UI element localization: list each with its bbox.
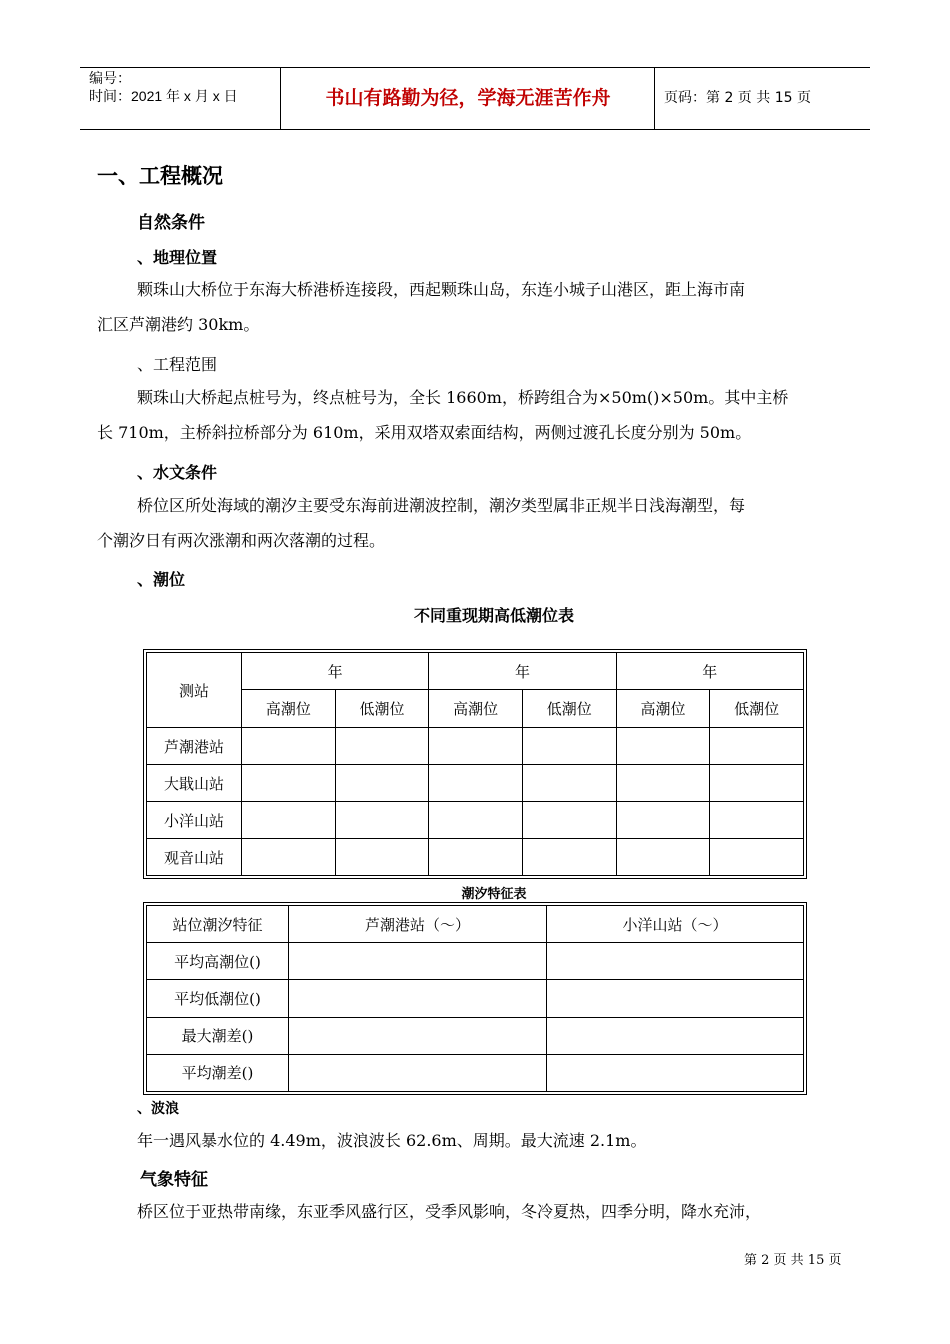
cell — [616, 728, 710, 765]
cell — [547, 943, 804, 980]
climate-heading: 气象特征 — [140, 1170, 208, 1190]
year-header: 年 — [429, 653, 616, 690]
section-title: 一、工程概况 — [97, 164, 223, 188]
table-row — [147, 765, 804, 802]
hydro-line-2: 个潮汐日有两次涨潮和两次落潮的过程。 — [97, 531, 386, 550]
cell — [710, 839, 804, 876]
cell — [335, 839, 429, 876]
row-label: 平均高潮位() — [147, 943, 289, 980]
year-header: 年 — [616, 653, 803, 690]
cell — [429, 765, 523, 802]
hydro-line-1: 桥位区所处海域的潮汐主要受东海前进潮波控制，潮汐类型属非正规半日浅海潮型，每 — [137, 496, 746, 515]
tide-level-table-frame — [143, 649, 807, 879]
scope-line-1: 颗珠山大桥起点桩号为，终点桩号为，全长 1660m，桥跨组合为×50m()×50m。其中主桥 — [137, 388, 789, 407]
cell — [522, 839, 616, 876]
table-row — [147, 943, 804, 980]
scope-line-2: 长 710m，主桥斜拉桥部分为 610m，采用双塔双索面结构，两侧过渡孔长度分别为 50m。 — [97, 423, 752, 442]
code-label: 编号： — [89, 70, 131, 86]
footer-page-number: 第 2 页 共 15 页 — [744, 1253, 842, 1268]
cell — [335, 765, 429, 802]
geo-line-1: 颗珠山大桥位于东海大桥港桥连接段，西起颗珠山岛，东连小城子山港区，距上海市南 — [137, 280, 746, 299]
year-header: 年 — [242, 653, 429, 690]
station-header: 测站 — [147, 653, 242, 728]
scope-paragraph — [97, 380, 857, 450]
cell — [547, 1054, 804, 1091]
low-tide-header: 低潮位 — [522, 690, 616, 728]
low-tide-header: 低潮位 — [335, 690, 429, 728]
header-meta — [80, 68, 280, 129]
cell — [335, 728, 429, 765]
cell — [242, 802, 336, 839]
table-row — [147, 1017, 804, 1054]
cell — [335, 802, 429, 839]
cell — [547, 980, 804, 1017]
cell — [522, 765, 616, 802]
geo-paragraph — [97, 272, 857, 342]
cell — [710, 802, 804, 839]
cell — [289, 1054, 547, 1091]
row-label: 最大潮差() — [147, 1017, 289, 1054]
row-label: 平均低潮位() — [147, 980, 289, 1017]
high-tide-header: 高潮位 — [616, 690, 710, 728]
col-header-xiaoyangshan: 小洋山站（～） — [547, 906, 804, 943]
table-row — [147, 728, 804, 765]
cell — [522, 728, 616, 765]
cell — [616, 802, 710, 839]
cell — [289, 980, 547, 1017]
header-divider — [654, 68, 655, 129]
wave-text: 年一遇风暴水位的 4.49m，波浪波长 62.6m、周期。最大流速 2.1m。 — [137, 1131, 647, 1150]
time-label: 时间：2021 年 x 月 x 日 — [89, 88, 238, 104]
tide-level-table — [146, 652, 804, 876]
cell — [289, 943, 547, 980]
corner-header: 站位潮汐特征 — [147, 906, 289, 943]
table1-caption: 不同重现期高低潮位表 — [413, 606, 574, 625]
geo-line-2: 汇区芦潮港约 30km。 — [97, 315, 260, 334]
hydro-heading: 、水文条件 — [137, 463, 218, 482]
table-row — [147, 1054, 804, 1091]
col-header-luchaogang: 芦潮港站（～） — [289, 906, 547, 943]
station-name: 小洋山站 — [147, 802, 242, 839]
climate-text: 桥区位于亚热带南缘，东亚季风盛行区，受季风影响，冬冷夏热，四季分明，降水充沛， — [137, 1202, 762, 1221]
cell — [242, 728, 336, 765]
table2-caption: 潮汐特征表 — [461, 887, 527, 902]
page-header — [80, 67, 870, 130]
high-tide-header: 高潮位 — [242, 690, 336, 728]
low-tide-header: 低潮位 — [710, 690, 804, 728]
cell — [616, 765, 710, 802]
cell — [710, 728, 804, 765]
cell — [522, 802, 616, 839]
subsection-natural-conditions: 自然条件 — [137, 213, 205, 233]
cell — [616, 839, 710, 876]
header-motto: 书山有路勤为径，学海无涯苦作舟 — [325, 87, 611, 109]
cell — [242, 839, 336, 876]
station-name: 观音山站 — [147, 839, 242, 876]
table-row — [147, 980, 804, 1017]
cell — [547, 1017, 804, 1054]
header-page-info: 页码：第 2 页 共 15 页 — [664, 90, 811, 106]
cell — [429, 839, 523, 876]
row-label: 平均潮差() — [147, 1054, 289, 1091]
tide-feature-table-frame — [143, 902, 807, 1095]
high-tide-header: 高潮位 — [429, 690, 523, 728]
tide-feature-table — [146, 905, 804, 1092]
table-row — [147, 839, 804, 876]
tide-heading: 、潮位 — [137, 570, 186, 589]
cell — [289, 1017, 547, 1054]
table-row — [147, 802, 804, 839]
cell — [429, 728, 523, 765]
station-name: 大戢山站 — [147, 765, 242, 802]
wave-heading: 、波浪 — [137, 1101, 179, 1117]
geo-heading: 、地理位置 — [137, 248, 218, 267]
cell — [710, 765, 804, 802]
hydro-paragraph — [97, 488, 857, 558]
cell — [429, 802, 523, 839]
cell — [242, 765, 336, 802]
header-divider — [280, 68, 281, 129]
station-name: 芦潮港站 — [147, 728, 242, 765]
scope-heading: 、工程范围 — [137, 355, 218, 374]
